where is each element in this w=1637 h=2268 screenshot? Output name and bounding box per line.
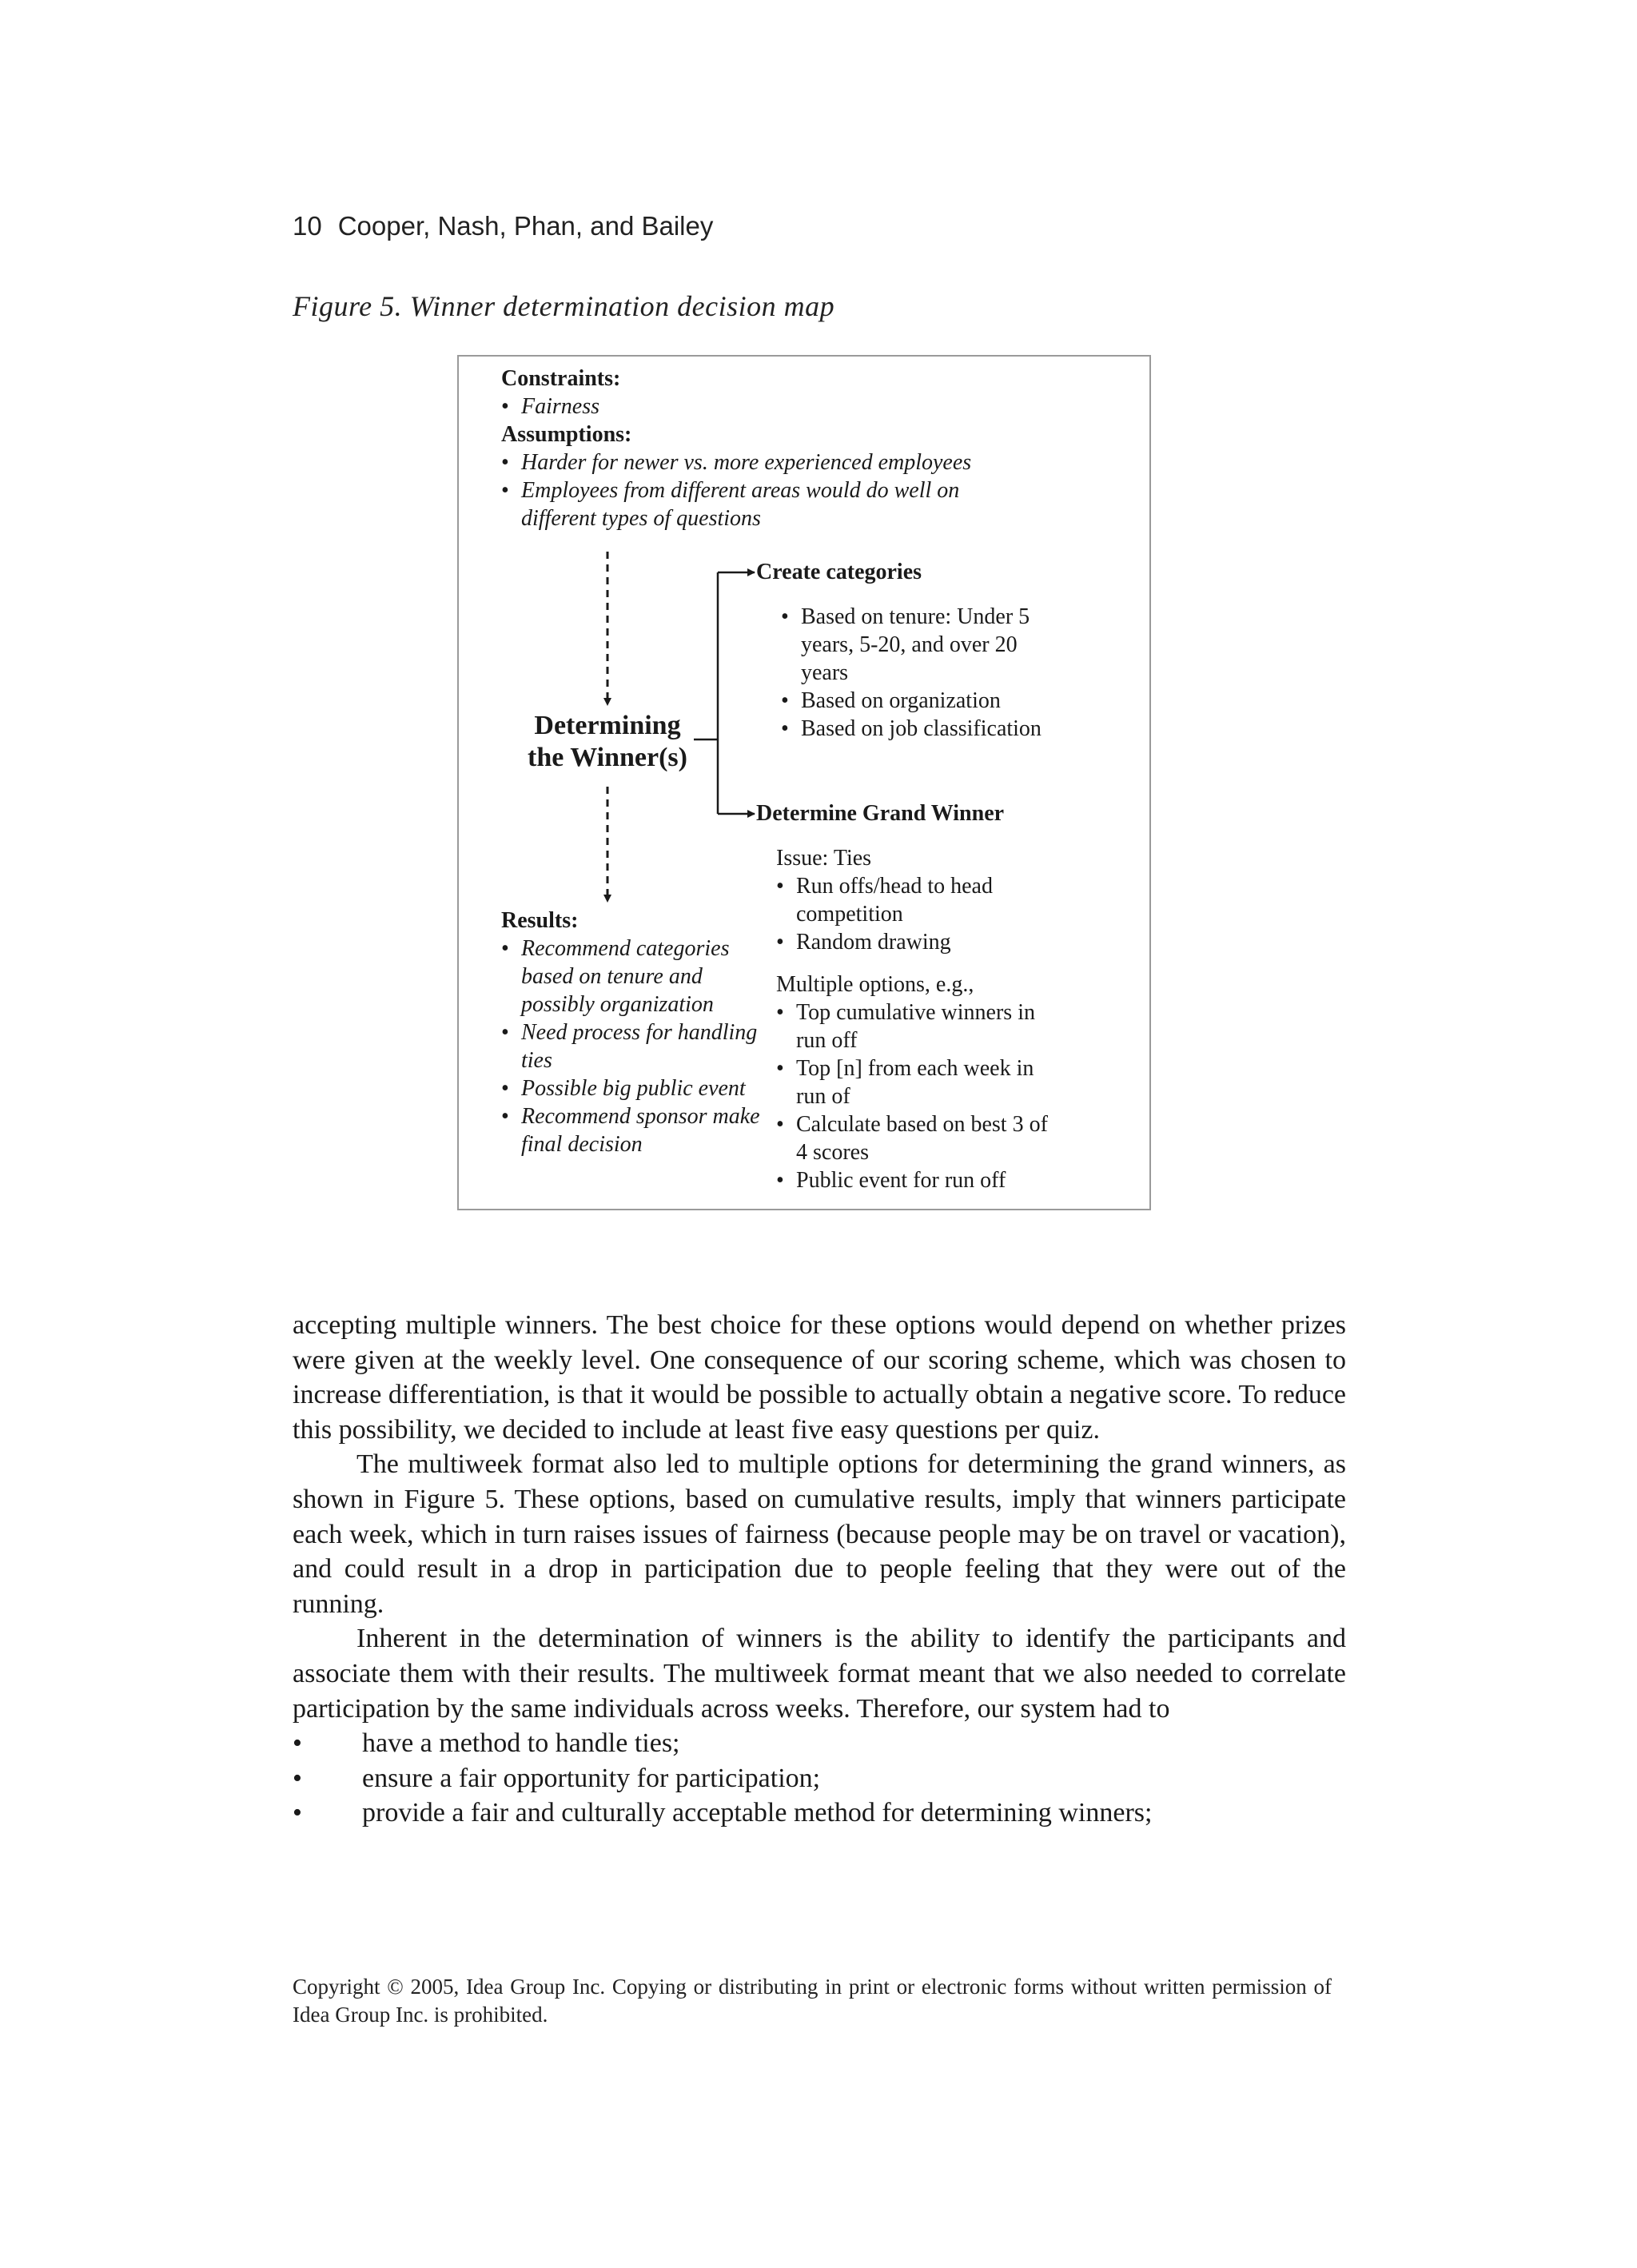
constraint-item: • Fairness (501, 393, 1133, 421)
copyright-text: Copyright © 2005, Idea Group Inc. Copying or distributing in print or electronic forms without written permission of Idea Group Inc. is prohibited. (293, 1975, 1332, 2027)
create-categories-heading: Create categories (756, 560, 922, 584)
issue-label: Issue: Ties (776, 846, 872, 871)
category-item: • Based on job classification (781, 715, 1045, 743)
page-number: 10 (293, 211, 322, 241)
issue-item: • Run offs/head to head competition (776, 872, 1064, 928)
assumption-item: • Employees from different areas would do well on different types of questions (501, 476, 1033, 532)
assumptions-heading: Assumptions: (501, 422, 632, 447)
option-item: • Top [n] from each week in run of (776, 1054, 1064, 1110)
assumption-item: • Harder for newer vs. more experienced employees (501, 448, 1133, 476)
copyright-footer (293, 1973, 1332, 2029)
grand-winner-block (776, 844, 1064, 1194)
results-block (501, 907, 773, 1158)
constraints-assumptions-block (501, 365, 1133, 532)
results-heading: Results: (501, 908, 579, 933)
result-item: • Need process for handling ties (501, 1018, 773, 1074)
paragraph: accepting multiple winners. The best choice for these options would depend on whether prizes were given at the weekly level. One consequence of our scoring scheme, which was chosen to increase differentiation, is that it would be possible to actually obtain a negative score. To reduce this possibility, we decided to include at least five easy questions per quiz. (293, 1310, 1346, 1445)
list-item: • have a method to handle ties; (293, 1726, 1346, 1761)
decision-node-line2: the Winner(s) (528, 743, 687, 772)
category-item: • Based on organization (781, 687, 1045, 715)
body-text (293, 1308, 1346, 1831)
decision-node-line1: Determining (534, 711, 681, 740)
result-item: • Possible big public event (501, 1074, 773, 1102)
result-item: • Recommend categories based on tenure and possibly organization (501, 935, 773, 1018)
paragraph: The multiweek format also led to multiple options for determining the grand winners, as shown in Figure 5. These options, based on cumulative results, imply that winners participate each week, which in turn raises issues of fairness (because people may be on travel or vacation), and could result in a drop in participation due to people feeling that they were out of the running. (293, 1449, 1346, 1619)
list-item: • ensure a fair opportunity for participation; (293, 1761, 1346, 1796)
grand-winner-heading: Determine Grand Winner (756, 801, 1005, 826)
option-item: • Public event for run off (776, 1166, 1064, 1194)
option-item: • Calculate based on best 3 of 4 scores (776, 1110, 1064, 1166)
result-item: • Recommend sponsor make final decision (501, 1102, 773, 1158)
list-item: • provide a fair and culturally acceptable method for determining winners; (293, 1796, 1346, 1831)
decision-node-label (512, 710, 703, 774)
issue-item: • Random drawing (776, 928, 1064, 956)
constraints-heading: Constraints: (501, 366, 621, 391)
option-item: • Top cumulative winners in run off (776, 998, 1064, 1054)
create-categories-list (781, 603, 1045, 743)
running-header (293, 211, 713, 241)
figure-caption: Figure 5. Winner determination decision map (293, 290, 835, 322)
header-authors: Cooper, Nash, Phan, and Bailey (337, 211, 714, 241)
options-heading: Multiple options, e.g., (776, 972, 974, 997)
paragraph: Inherent in the determination of winners is the ability to identify the participants and associate them with their results. The multiweek format meant that we also needed to correlate participation by the same individuals across weeks. Therefore, our system had to (293, 1624, 1346, 1724)
category-item: • Based on tenure: Under 5 years, 5-20, and over 20 years (781, 603, 1045, 687)
